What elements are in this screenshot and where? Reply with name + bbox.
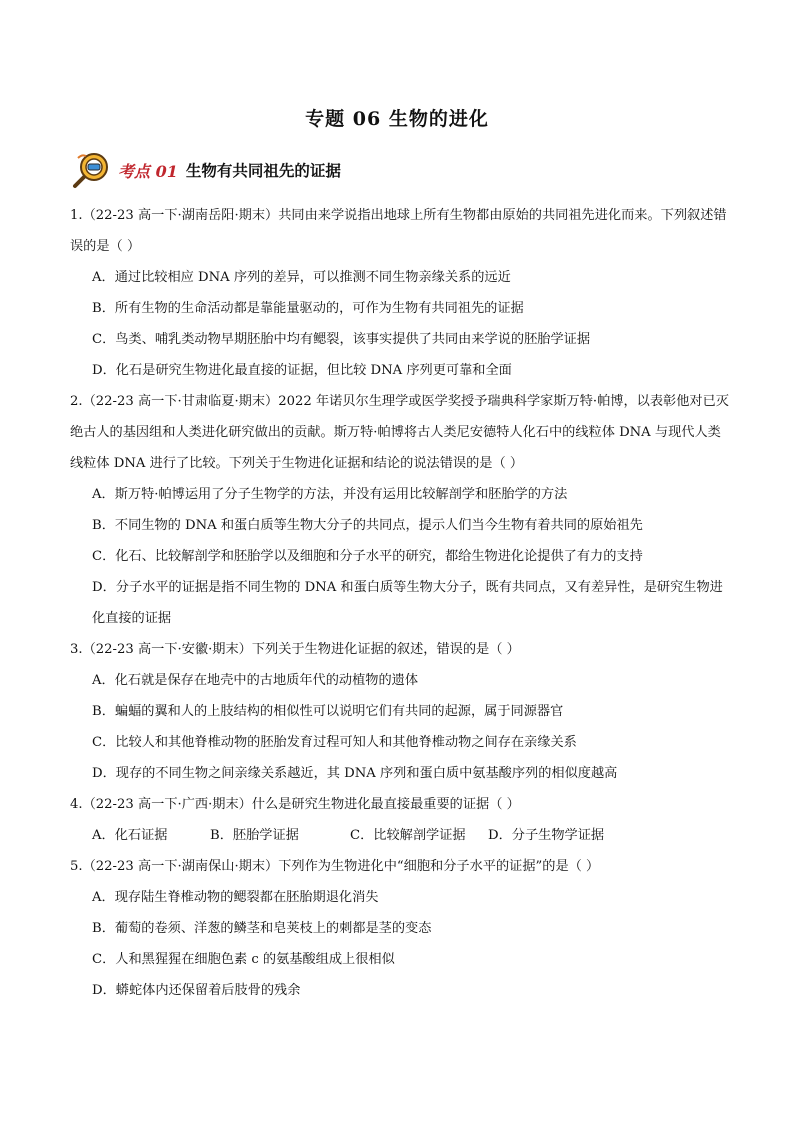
question-4 [70, 789, 730, 851]
option-d: D．分子水平的证据是指不同生物的 DNA 和蛋白质等生物大分子，既有共同点，又有差异性，是研究生物进化直接的证据 [92, 580, 723, 626]
section-header [70, 150, 341, 190]
option-c: C．化石、比较解剖学和胚胎学以及细胞和分子水平的研究，都给生物进化论提供了有力的支持 [92, 549, 643, 564]
option-a: A．通过比较相应 DNA 序列的差异，可以推测不同生物亲缘关系的远近 [92, 270, 511, 285]
options-row [70, 820, 730, 851]
question-5 [70, 851, 730, 1006]
option-b: B．葡萄的卷须、洋葱的鳞茎和皂荚枝上的刺都是茎的变态 [92, 921, 432, 936]
option-c: C．人和黑猩猩在细胞色素 c 的氨基酸组成上很相似 [92, 952, 395, 967]
option-b: B．不同生物的 DNA 和蛋白质等生物大分子的共同点，提示人们当今生物有着共同的原始祖先 [92, 518, 643, 533]
section-tag: 考点 01 [118, 161, 178, 181]
option-a: A．化石就是保存在地壳中的古地质年代的动植物的遗体 [92, 673, 419, 688]
option-a: A．化石证据 [92, 828, 168, 843]
section-title: 生物有共同祖先的证据 [185, 161, 341, 180]
option-d: D．化石是研究生物进化最直接的证据，但比较 DNA 序列更可靠和全面 [92, 363, 512, 378]
page-title: 专题 06 生物的进化 [305, 108, 489, 130]
option-b: B．所有生物的生命活动都是靠能量驱动的，可作为生物有共同祖先的证据 [92, 301, 524, 316]
question-stem: 4.（22-23 高一下·广西·期末）什么是研究生物进化最直接最重要的证据（ ） [70, 797, 520, 812]
question-stem: 1.（22-23 高一下·湖南岳阳·期末）共同由来学说指出地球上所有生物都由原始的共同祖先进化而来。下列叙述错误的是（ ） [70, 208, 727, 254]
question-stem: 2.（22-23 高一下·甘肃临夏·期末）2022 年诺贝尔生理学或医学奖授予瑞典科学家斯万特·帕博，以表彰他对已灭绝古人的基因组和人类进化研究做出的贡献。斯万特·帕博将古人类尼安德特人化石中的线粒体 DNA 与现代人类线粒体 DNA 进行了比较。下列关于生物进化证据和结论的说法错误的是（ ） [70, 394, 729, 471]
option-a: A．斯万特·帕博运用了分子生物学的方法，并没有运用比较解剖学和胚胎学的方法 [92, 487, 568, 502]
question-2 [70, 386, 730, 634]
question-1 [70, 200, 730, 386]
question-stem: 3.（22-23 高一下·安徽·期末）下列关于生物进化证据的叙述，错误的是（ ） [70, 642, 520, 657]
option-c: C．鸟类、哺乳类动物早期胚胎中均有鳃裂，该事实提供了共同由来学说的胚胎学证据 [92, 332, 591, 347]
magnifier-badge-icon [70, 150, 114, 190]
option-c: C．比较解剖学证据 [350, 828, 466, 843]
option-d: D．现存的不同生物之间亲缘关系越近，其 DNA 序列和蛋白质中氨基酸序列的相似度越高 [92, 766, 618, 781]
option-a: A．现存陆生脊椎动物的鳃裂都在胚胎期退化消失 [92, 890, 379, 905]
option-d: D．分子生物学证据 [488, 828, 605, 843]
option-d: D．蟒蛇体内还保留着后肢骨的残余 [92, 983, 301, 998]
option-b: B．胚胎学证据 [210, 828, 299, 843]
option-c: C．比较人和其他脊椎动物的胚胎发育过程可知人和其他脊椎动物之间存在亲缘关系 [92, 735, 577, 750]
question-stem: 5.（22-23 高一下·湖南保山·期末）下列作为生物进化中“细胞和分子水平的证据”的是（ ） [70, 859, 600, 874]
question-list [70, 200, 730, 1006]
question-3 [70, 634, 730, 789]
option-b: B．蝙蝠的翼和人的上肢结构的相似性可以说明它们有共同的起源，属于同源器官 [92, 704, 564, 719]
